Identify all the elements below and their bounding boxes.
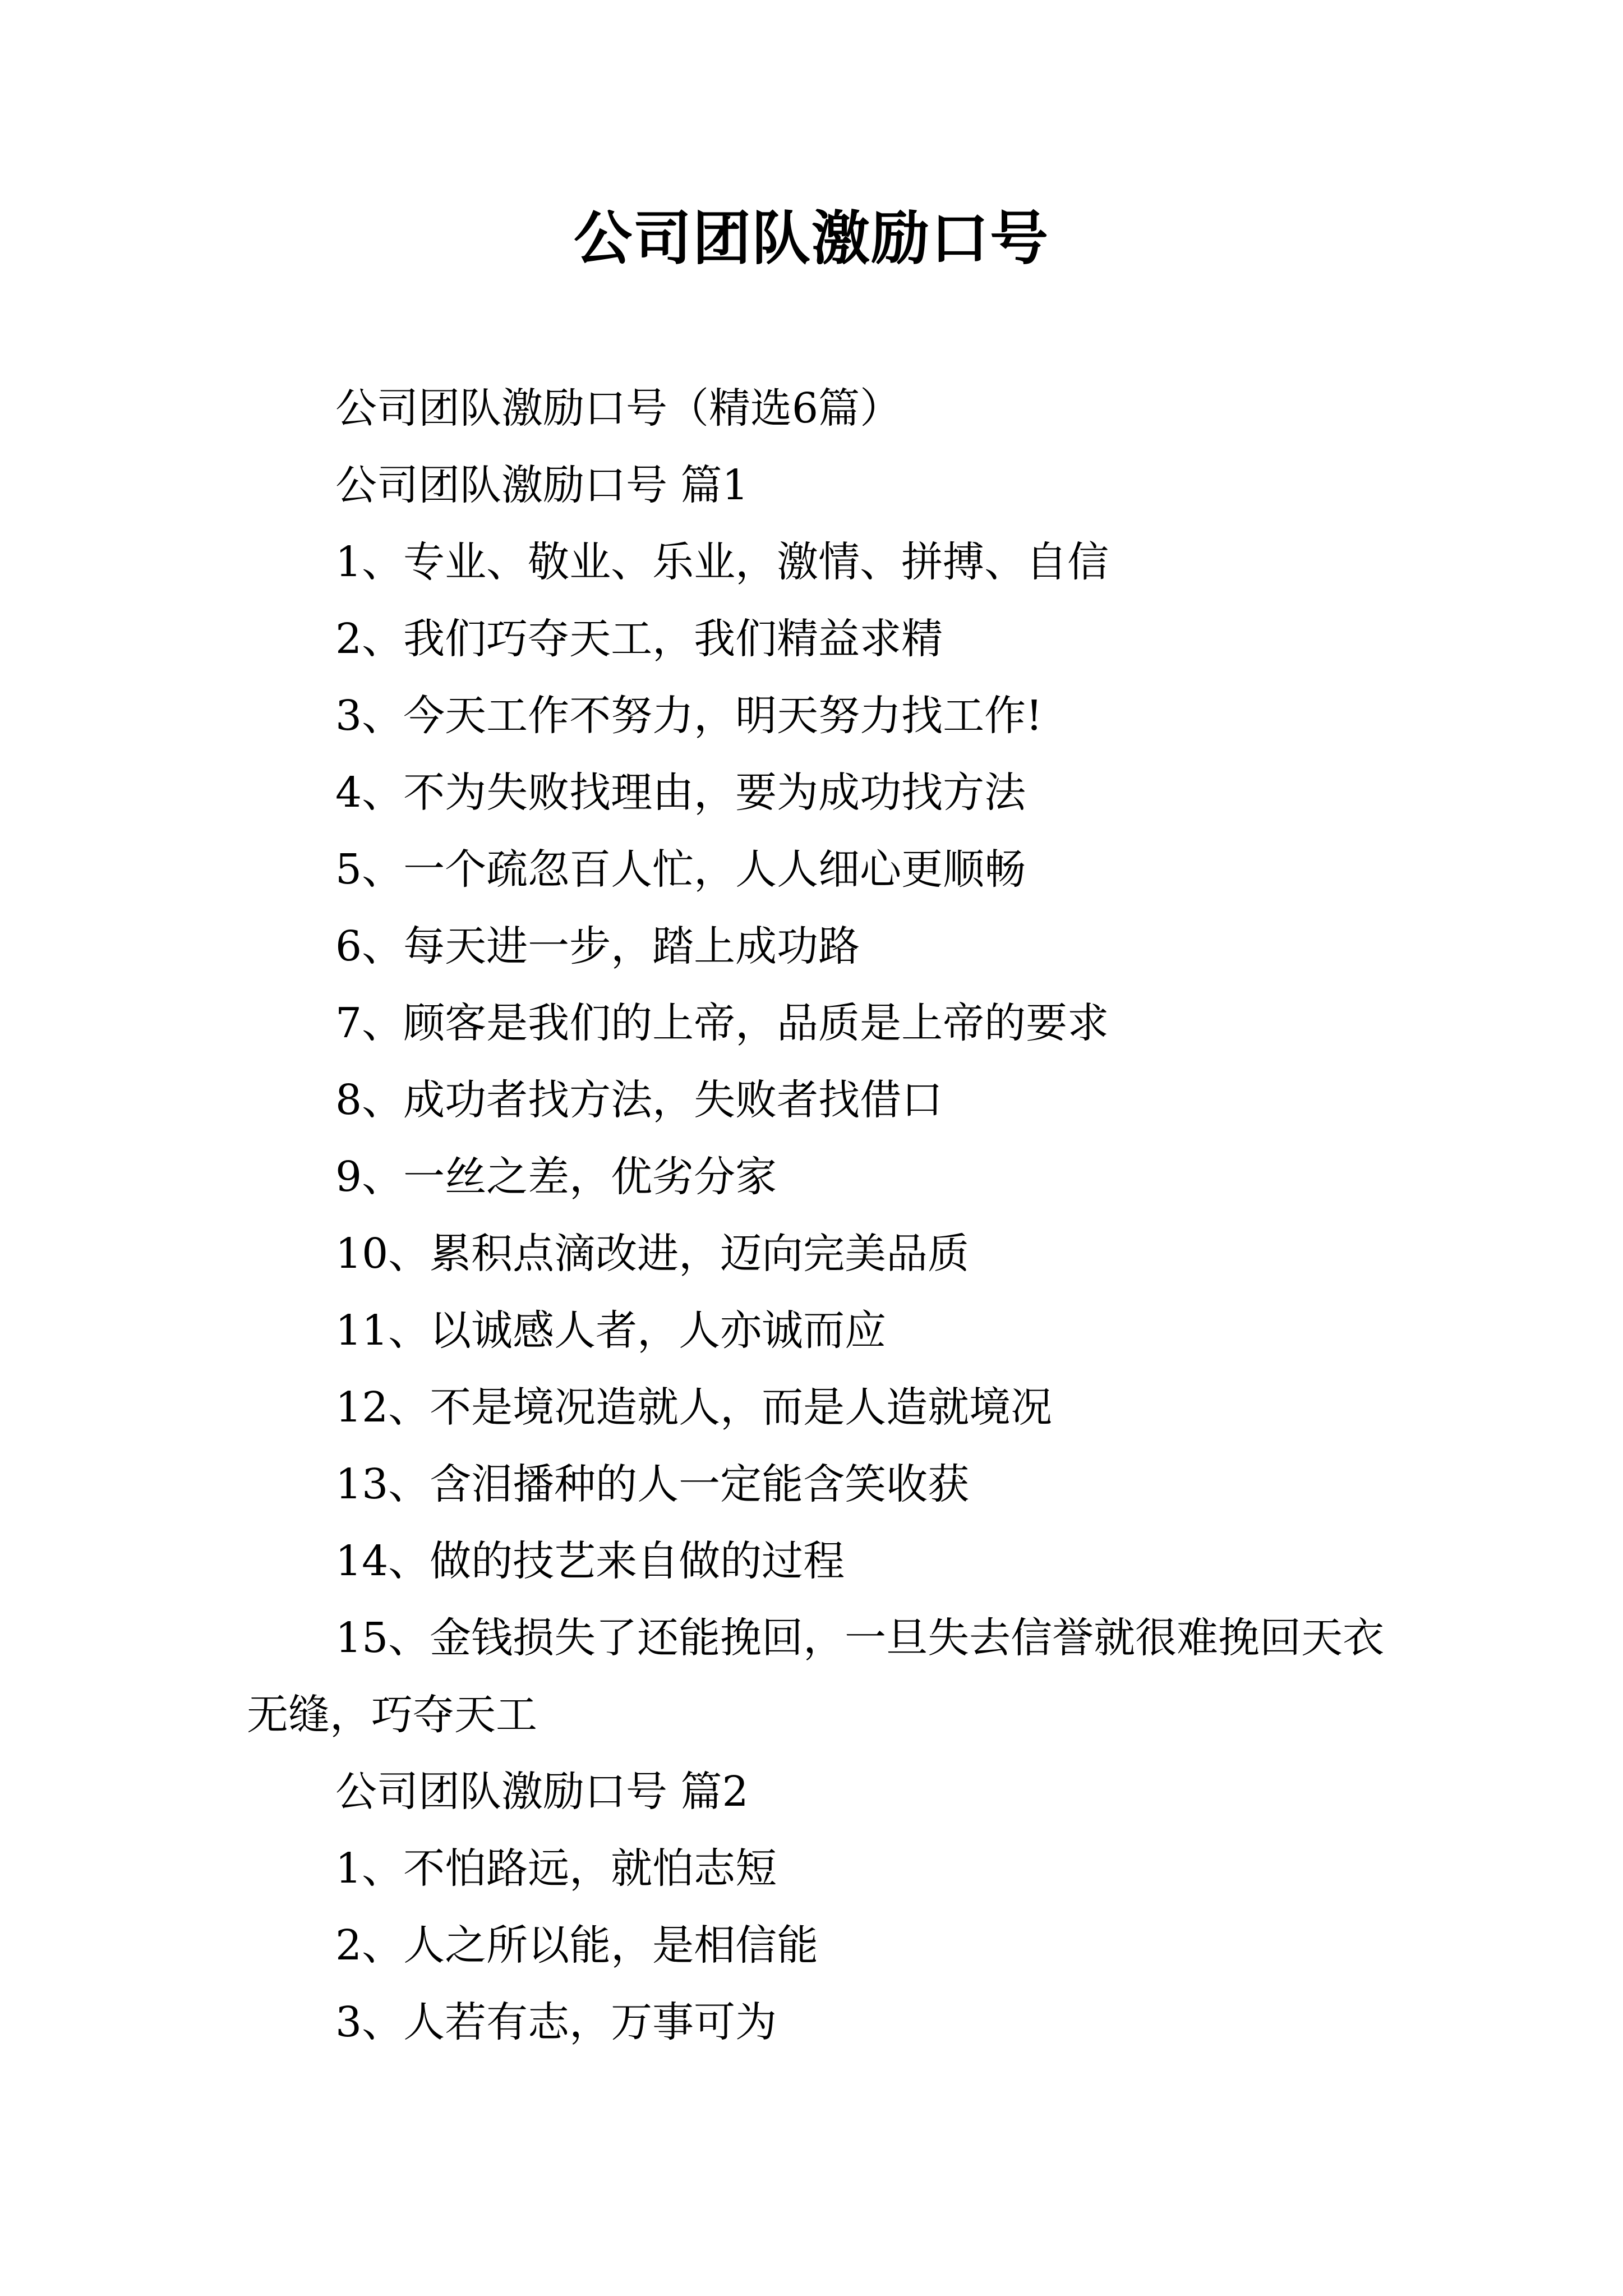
slogan-item: 2、我们巧夺天工，我们精益求精 bbox=[335, 615, 943, 663]
slogan-item: 5、一个疏忽百人忙，人人细心更顺畅 bbox=[335, 845, 1026, 894]
slogan-item: 15、金钱损失了还能挽回，一旦失去信誉就很难挽回天衣无缝，巧夺天工 bbox=[247, 1614, 1385, 1739]
slogan-item: 4、不为失败找理由，要为成功找方法 bbox=[335, 769, 1026, 817]
slogan-item: 14、做的技艺来自做的过程 bbox=[335, 1537, 845, 1585]
slogan-item: 7、顾客是我们的上帝，品质是上帝的要求 bbox=[335, 999, 1109, 1047]
slogan-item: 3、今天工作不努力，明天努力找工作! bbox=[335, 692, 1043, 740]
slogan-item: 1、不怕路远，就怕志短 bbox=[335, 1844, 777, 1893]
document-title: 公司团队激励口号 bbox=[573, 204, 1049, 273]
slogan-item: 10、累积点滴改进，迈向完美品质 bbox=[335, 1230, 970, 1278]
slogan-item: 1、专业、敬业、乐业，激情、拼搏、自信 bbox=[335, 538, 1109, 586]
slogan-item: 11、以诚感人者，人亦诚而应 bbox=[335, 1306, 887, 1355]
slogan-item: 13、含泪播种的人一定能含笑收获 bbox=[335, 1460, 970, 1508]
paragraph-intro: 公司团队激励口号（精选6篇） bbox=[335, 384, 902, 432]
slogan-item: 8、成功者找方法，失败者找借口 bbox=[335, 1076, 943, 1124]
slogan-item: 12、不是境况造就人，而是人造就境况 bbox=[335, 1383, 1053, 1432]
section-heading-2: 公司团队激励口号 篇2 bbox=[335, 1768, 749, 1816]
slogan-item: 3、人若有志，万事可为 bbox=[335, 1998, 777, 2046]
slogan-item: 9、一丝之差，优劣分家 bbox=[335, 1153, 777, 1201]
slogan-item: 2、人之所以能，是相信能 bbox=[335, 1921, 819, 1970]
slogan-item: 6、每天进一步，踏上成功路 bbox=[335, 922, 860, 970]
section-heading-1: 公司团队激励口号 篇1 bbox=[335, 461, 749, 509]
document-body bbox=[247, 370, 1385, 2061]
